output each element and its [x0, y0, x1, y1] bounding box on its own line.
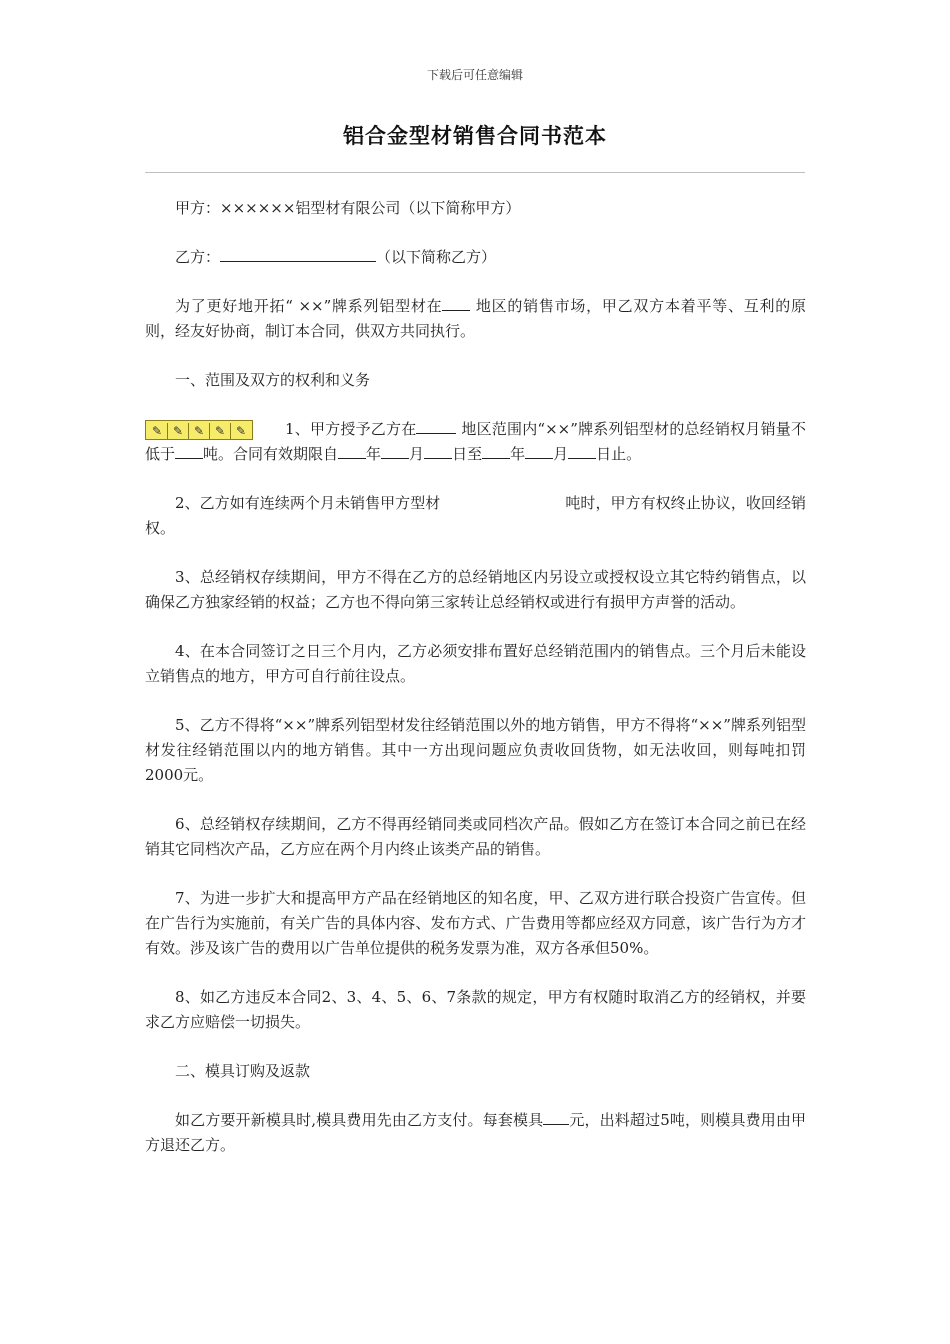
party-b: 乙方： （以下简称乙方）: [145, 245, 806, 270]
clip-icon: ✎: [168, 423, 189, 439]
clause1-region-blank[interactable]: [416, 417, 456, 434]
intro-paragraph: 为了更好地开拓“ ××”牌系列铝型材在 地区的销售市场，甲乙双方本着平等、互利的原则，经友好协商，制订本合同，供双方共同执行。: [145, 294, 806, 344]
end-year-blank[interactable]: [482, 442, 510, 459]
clip-icon: ✎: [210, 423, 231, 439]
end-month-blank[interactable]: [525, 442, 553, 459]
header-note: 下载后可任意编辑: [426, 68, 523, 82]
monthly-volume-blank[interactable]: [175, 442, 203, 459]
contract-body: [145, 196, 806, 1182]
clip-icon: ✎: [235, 424, 247, 438]
clause-7: 7、为进一步扩大和提高甲方产品在经销地区的知名度，甲、乙双方进行联合投资广告宣传。但在广告行为实施前，有关广告的具体内容、发布方式、广告费用等都应经双方同意，该广告行为方才有效。涉及该广告的费用以广告单位提供的税务发票为准，双方各承但50%。: [145, 889, 806, 957]
party-a: 甲方：××××××铝型材有限公司（以下简称甲方）: [175, 199, 521, 217]
clause-6: 6、总经销权存续期间，乙方不得再经销同类或同档次产品。假如乙方在签订本合同之前已在经销其它同档次产品，乙方应在两个月内终止该类产品的销售。: [145, 815, 806, 858]
start-year-blank[interactable]: [338, 442, 366, 459]
clause-3: 3、总经销权存续期间，甲方不得在乙方的总经销地区内另设立或授权设立其它特约销售点，以确保乙方独家经销的权益；乙方也不得向第三家转让总经销权或进行有损甲方声誉的活动。: [145, 568, 806, 611]
mold-paragraph: 如乙方要开新模具时,模具费用先由乙方支付。每套模具 元，出料超过5吨，则模具费用由甲方退还乙方。: [145, 1108, 806, 1158]
clip-icon-strip: [145, 420, 253, 440]
region-blank[interactable]: [442, 294, 470, 311]
section-2-heading: 二、模具订购及返款: [175, 1062, 311, 1080]
start-month-blank[interactable]: [381, 442, 409, 459]
party-b-blank[interactable]: [220, 245, 376, 262]
clause-4: 4、在本合同签订之日三个月内，乙方必须安排布置好总经销范围内的销售点。三个月后未能设立销售点的地方，甲方可自行前往设点。: [145, 642, 806, 685]
section-1-heading: 一、范围及双方的权利和义务: [175, 371, 371, 389]
clause-1: ✎ ✎ ✎ ✎ ✎ 1、甲方授予乙方在 地区范围内“××”牌系列铝型材的总经销权月销量不低于 吨。合同有效期限自 年 月 日至 年 月 日止。: [145, 417, 806, 467]
end-day-blank[interactable]: [568, 442, 596, 459]
document-title: 铝合金型材销售合同书范本: [343, 124, 607, 148]
clause-5: 5、乙方不得将“××”牌系列铝型材发往经销范围以外的地方销售，甲方不得将“××”牌系列铝型材发往经销范围以内的地方销售。其中一方出现问题应负责收回货物，如无法收回，则每吨扣罚2000元。: [145, 716, 806, 784]
clause-2: 2、乙方如有连续两个月未销售甲方型材 吨时，甲方有权终止协议，收回经销权。: [145, 494, 806, 537]
clip-icon: ✎: [147, 423, 168, 439]
start-day-blank[interactable]: [424, 442, 452, 459]
mold-price-blank[interactable]: [543, 1108, 569, 1125]
clause-8: 8、如乙方违反本合同2、3、4、5、6、7条款的规定，甲方有权随时取消乙方的经销权，并要求乙方应赔偿一切损失。: [145, 988, 806, 1031]
clip-icon: ✎: [189, 423, 210, 439]
title-divider: [145, 172, 805, 173]
